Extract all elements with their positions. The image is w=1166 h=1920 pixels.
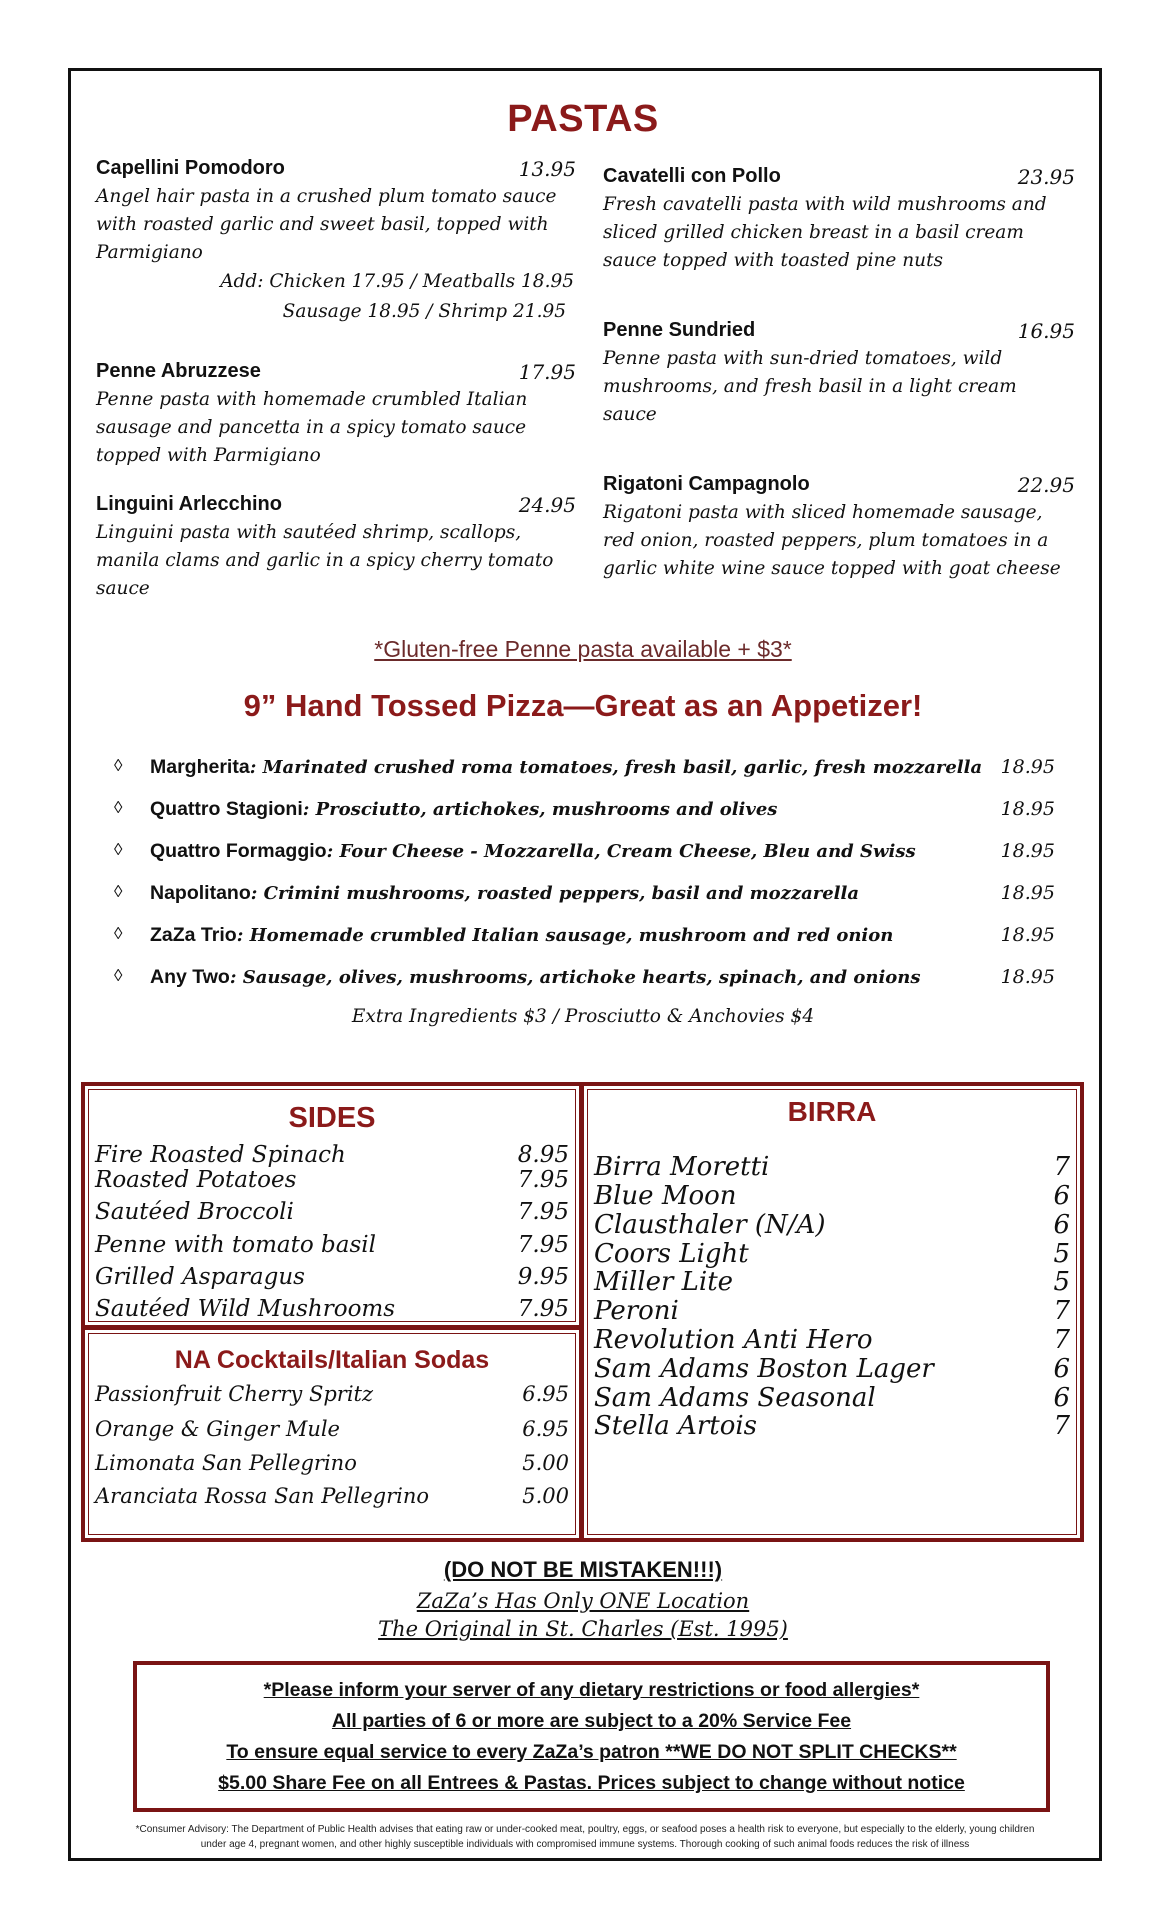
consumer-advisory: *Consumer Advisory: The Department of Public Health advises that eating raw or under-cooked meat, poultry, eggs, or seafood poses a health risk to everyone, but especially to the elderly, young children under age 4, pregnant women, and other highly susceptible individuals with compromised immune systems. Thorough cooking of such animal foods reduces the risk of illness [135, 1824, 1035, 1850]
na-item: Orange & Ginger Mule 6.95 [95, 1417, 569, 1441]
pasta-description: Linguini pasta with sautéed shrimp, scallops, manila clams and garlic in a spicy cherry tomato sauce [96, 522, 554, 599]
pasta-addons: Add: Chicken 17.95 / Meatballs 18.95 [220, 271, 574, 292]
diamond-bullet-icon: ◊ [114, 966, 123, 985]
pasta-item [603, 319, 1075, 429]
na-item: Passionfruit Cherry Spritz 6.95 [95, 1382, 569, 1406]
sides-box [81, 1082, 583, 1329]
diamond-bullet-icon: ◊ [114, 756, 123, 775]
sides-title: SIDES [288, 1102, 376, 1134]
location-line-1: ZaZa’s Has Only ONE Location [416, 1589, 750, 1613]
pasta-item [603, 165, 1075, 275]
pizza-price: 18.95 [1000, 882, 1055, 904]
side-item: Grilled Asparagus 9.95 [95, 1264, 569, 1290]
pizza-item [110, 924, 1055, 954]
diamond-bullet-icon: ◊ [114, 924, 123, 943]
beer-item: Sam Adams Boston Lager 6 [594, 1354, 1070, 1384]
pizza-description: : Four Cheese - Mozzarella, Cream Cheese, Bleu and Swiss [326, 841, 916, 862]
pasta-name: Penne Abruzzese [96, 360, 261, 382]
pizza-description: : Marinated crushed roma tomatoes, fresh basil, garlic, fresh mozzarella [249, 757, 983, 778]
pizza-price: 18.95 [1000, 798, 1055, 820]
na-cocktails-title: NA Cocktails/Italian Sodas [174, 1346, 490, 1374]
birra-box [580, 1082, 1084, 1542]
pizza-price: 18.95 [1000, 966, 1055, 988]
pizza-price: 18.95 [1000, 840, 1055, 862]
side-item: Sautéed Wild Mushrooms 7.95 [95, 1296, 569, 1322]
pizza-name: Any Two: Sausage, olives, mushrooms, artichoke hearts, spinach, and onions [150, 966, 921, 988]
side-item: Fire Roasted Spinach 8.95 [95, 1142, 569, 1168]
side-item: Penne with tomato basil 7.95 [95, 1232, 569, 1258]
pizza-description: : Crimini mushrooms, roasted peppers, basil and mozzarella [250, 883, 860, 904]
pizza-name: Quattro Stagioni: Prosciutto, artichokes, mushrooms and olives [150, 798, 778, 820]
pasta-item [603, 473, 1075, 583]
pasta-description: Angel hair pasta in a crushed plum tomato sauce with roasted garlic and sweet basil, topped with Parmigiano [96, 186, 557, 263]
pasta-price: 16.95 [1017, 319, 1075, 343]
pasta-name: Cavatelli con Pollo [603, 165, 781, 187]
diamond-bullet-icon: ◊ [114, 798, 123, 817]
side-item: Sautéed Broccoli 7.95 [95, 1199, 569, 1225]
beer-item: Clausthaler (N/A) 6 [594, 1210, 1070, 1240]
diamond-bullet-icon: ◊ [114, 882, 123, 901]
pizza-item [110, 798, 1055, 828]
pizza-name: Napolitano: Crimini mushrooms, roasted peppers, basil and mozzarella [150, 882, 860, 904]
pasta-description: Penne pasta with homemade crumbled Italian sausage and pancetta in a spicy tomato sauce topped with Parmigiano [96, 389, 528, 466]
beer-item: Birra Moretti 7 [594, 1152, 1070, 1182]
na-item: Aranciata Rossa San Pellegrino 5.00 [95, 1484, 569, 1508]
pasta-name: Capellini Pomodoro [96, 157, 285, 179]
pasta-item [96, 360, 576, 470]
pizza-item [110, 840, 1055, 870]
beer-item: Sam Adams Seasonal 6 [594, 1383, 1070, 1413]
pasta-description: Fresh cavatelli pasta with wild mushrooms and sliced grilled chicken breast in a basil cream sauce topped with toasted pine nuts [603, 194, 1047, 271]
pizza-description: : Homemade crumbled Italian sausage, mushroom and red onion [236, 925, 894, 946]
pasta-name: Linguini Arlecchino [96, 493, 282, 515]
beer-item: Coors Light 5 [594, 1239, 1070, 1269]
allergy-notice: *Please inform your server of any dietary restrictions or food allergies* [263, 1679, 920, 1701]
pizza-price: 18.95 [1000, 756, 1055, 778]
pasta-item [96, 493, 576, 603]
pasta-description: Penne pasta with sun-dried tomatoes, wild mushrooms, and fresh basil in a light cream sauce [603, 348, 1017, 425]
pasta-item [96, 157, 576, 327]
pizza-title: 9” Hand Tossed Pizza—Great as an Appetizer! [243, 688, 923, 723]
location-line-2: The Original in St. Charles (Est. 1995) [378, 1617, 788, 1641]
pasta-addons: Sausage 18.95 / Shrimp 21.95 [282, 301, 566, 322]
pasta-price: 24.95 [518, 493, 576, 517]
do-not-be-mistaken: (DO NOT BE MISTAKEN!!!) [443, 1557, 723, 1582]
pizza-item [110, 882, 1055, 912]
pizza-name: Margherita: Marinated crushed roma tomatoes, fresh basil, garlic, fresh mozzarella [150, 756, 983, 778]
service-fee-notice: All parties of 6 or more are subject to a 20% Service Fee [331, 1710, 852, 1732]
pizza-name: ZaZa Trio: Homemade crumbled Italian sausage, mushroom and red onion [150, 924, 894, 946]
share-fee-notice: $5.00 Share Fee on all Entrees & Pastas. Prices subject to change without notice [218, 1772, 965, 1794]
pizza-description: : Prosciutto, artichokes, mushrooms and olives [302, 799, 778, 820]
pizza-name: Quattro Formaggio: Four Cheese - Mozzarella, Cream Cheese, Bleu and Swiss [150, 840, 916, 862]
beer-item: Peroni 7 [594, 1296, 1070, 1326]
beer-item: Revolution Anti Hero 7 [594, 1325, 1070, 1355]
birra-title: BIRRA [787, 1096, 877, 1127]
pizza-description: : Sausage, olives, mushrooms, artichoke hearts, spinach, and onions [229, 967, 921, 988]
pasta-name: Penne Sundried [603, 319, 756, 341]
pasta-name: Rigatoni Campagnolo [603, 473, 810, 495]
na-cocktails-box [81, 1326, 583, 1542]
pizza-extras: Extra Ingredients $3 / Prosciutto & Anchovies $4 [351, 1006, 815, 1027]
na-item: Limonata San Pellegrino 5.00 [95, 1451, 569, 1475]
pizza-price: 18.95 [1000, 924, 1055, 946]
pasta-price: 17.95 [518, 360, 576, 384]
pizza-item [110, 966, 1055, 996]
pasta-price: 23.95 [1017, 165, 1075, 189]
beer-item: Miller Lite 5 [594, 1267, 1070, 1297]
pasta-price: 13.95 [518, 157, 576, 181]
notice-box [133, 1661, 1050, 1812]
beer-item: Stella Artois 7 [594, 1411, 1070, 1441]
gluten-free-note: *Gluten-free Penne pasta available + $3* [374, 636, 792, 662]
pastas-title: PASTAS [507, 98, 659, 140]
split-checks-notice: To ensure equal service to every ZaZa’s patron **WE DO NOT SPLIT CHECKS** [226, 1741, 957, 1763]
beer-item: Blue Moon 6 [594, 1181, 1070, 1211]
pasta-description: Rigatoni pasta with sliced homemade sausage, red onion, roasted peppers, plum tomatoes in a garlic white wine sauce topped with goat cheese [603, 502, 1061, 579]
pasta-price: 22.95 [1017, 473, 1075, 497]
diamond-bullet-icon: ◊ [114, 840, 123, 859]
side-item: Roasted Potatoes 7.95 [95, 1167, 569, 1193]
pizza-item [110, 756, 1055, 786]
